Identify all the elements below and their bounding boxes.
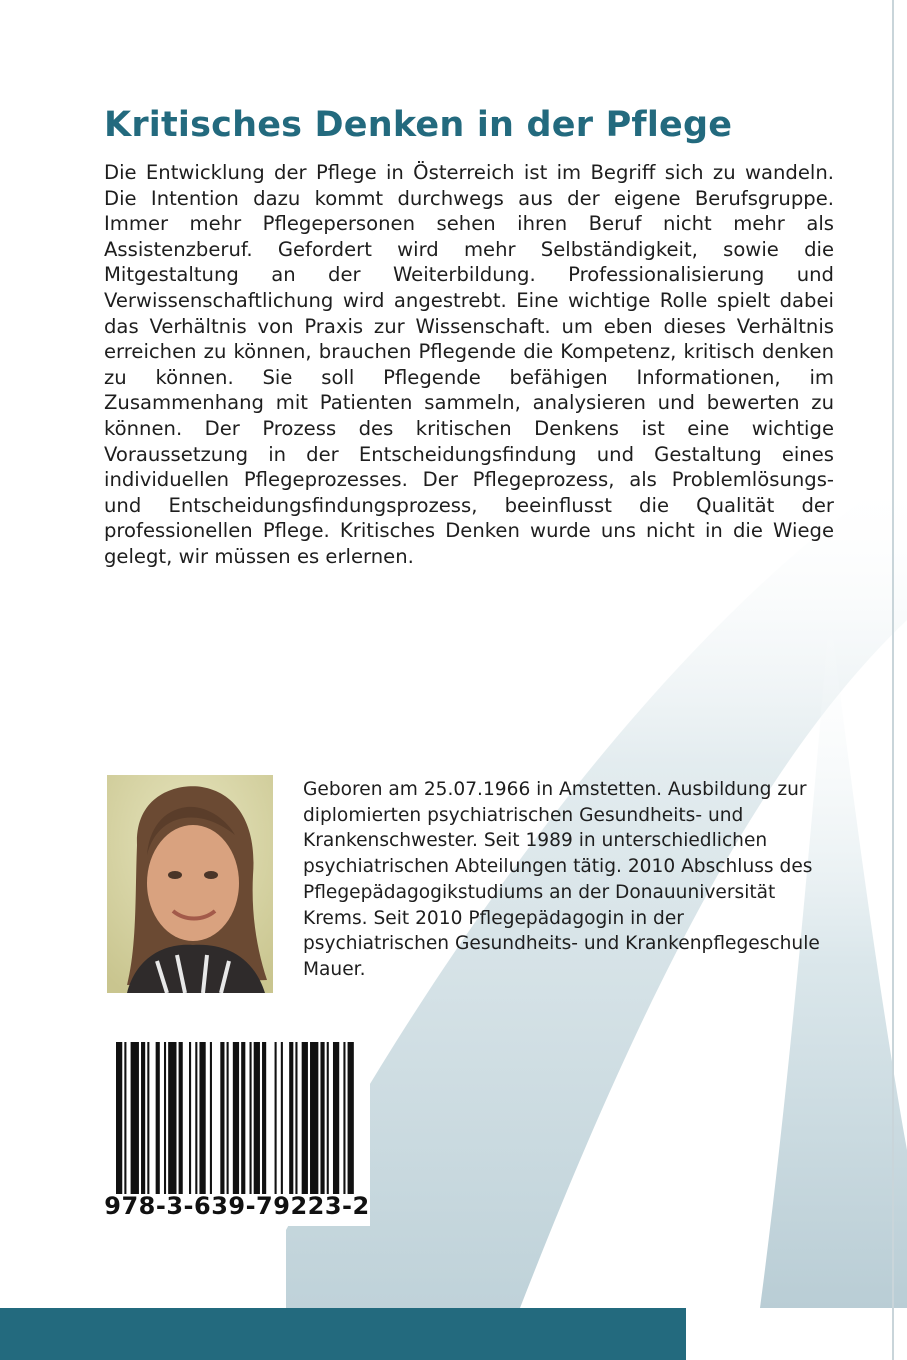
author-portrait-icon <box>107 775 273 993</box>
barcode-panel <box>104 1030 370 1226</box>
isbn-barcode-icon <box>116 1042 358 1194</box>
isbn-number: 978-3-639-79223-2 <box>104 1192 370 1220</box>
spine-edge-line <box>892 0 894 1360</box>
author-photo <box>107 775 273 993</box>
footer-bar <box>0 1308 686 1360</box>
book-blurb: Die Entwicklung der Pflege in Österreich ist im Begriff sich zu wandeln. Die Intention dazu kommt durchwegs aus der eigene Berufsgruppe. Immer mehr Pflegepersonen sehen ihren Beruf nicht mehr als Assistenzberuf. Gefordert wird mehr Selbständigkeit, sowie die Mitgestaltung an der Weiterbildung. Professionalisierung und Verwissenschaftlichung wird angestrebt. Eine wichtige Rolle spielt dabei das Verhältnis von Praxis zur Wissenschaft. um eben dieses Verhältnis erreichen zu können, brauchen Pflegende die Kompetenz, kritisch denken zu können. Sie soll Pflegende befähigen Informationen, im Zusammenhang mit Patienten sammeln, analysieren und bewerten zu können. Der Prozess des kritischen Denkens ist eine wichtige Voraussetzung in der Entscheidungsfindung und Gestaltung eines individuellen Pflegeprozesses. Der Pflegeprozess, als Problemlösungs- und Entscheidungsfindungsprozess, beeinflusst die Qualität der professionellen Pflege. Kritisches Denken wurde uns nicht in die Wiege gelegt, wir müssen es erlernen. <box>104 161 834 568</box>
author-bio: Geboren am 25.07.1966 in Amstetten. Ausbildung zur diplomierten psychiatrischen Gesundheits- und Krankenschwester. Seit 1989 in unterschiedlichen psychiatrischen Abteilungen tätig. 2010 Abschluss des Pflegepädagogikstudiums an der Donauuniversität Krems. Seit 2010 Pflegepädagogin in der psychiatrischen Gesundheits- und Krankenpflegeschule Mauer. <box>303 779 820 980</box>
book-title: Kritisches Denken in der Pflege <box>104 105 733 145</box>
